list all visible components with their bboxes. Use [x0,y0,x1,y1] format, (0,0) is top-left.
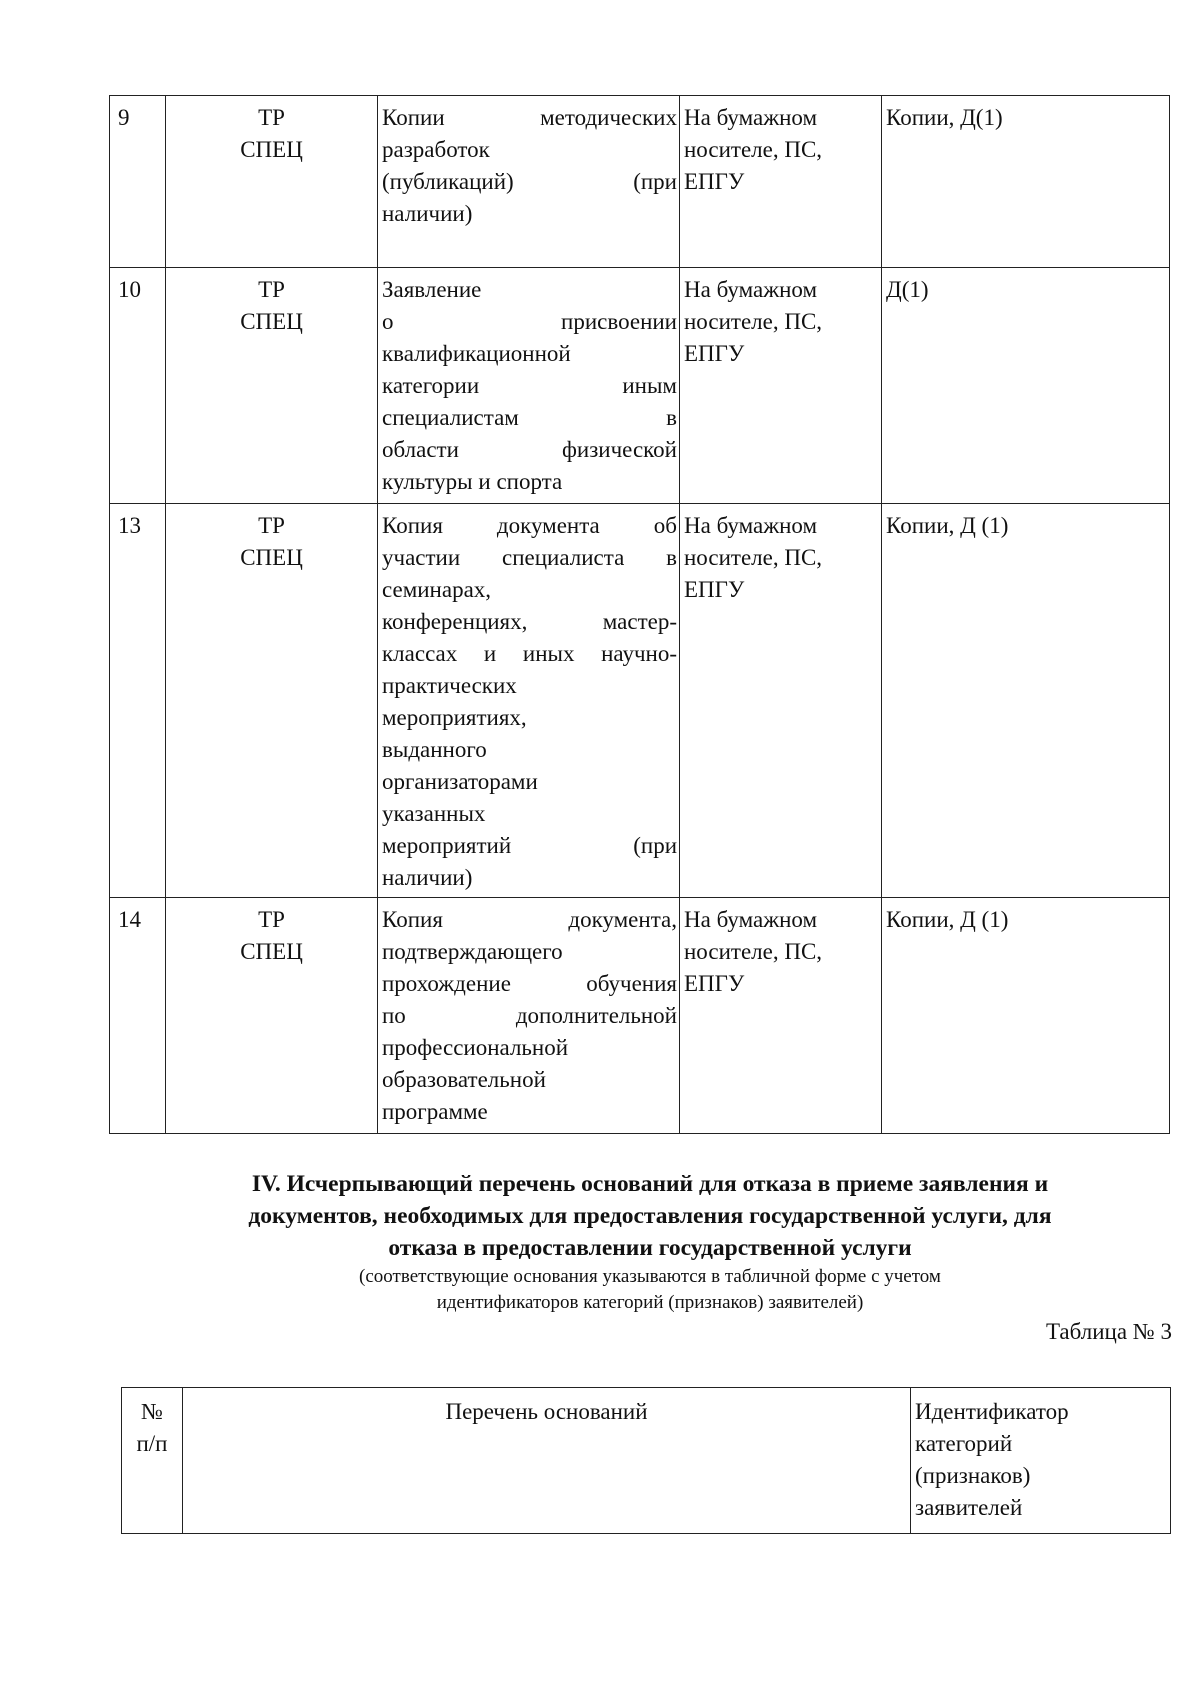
document-name-line: практических [382,673,517,698]
category-code: ТР [258,277,285,302]
submission-form-line: носителе, ПС, [684,545,823,570]
submission-form-line: носителе, ПС, [684,309,823,334]
submission-form-line: ЕПГУ [684,169,745,194]
submission-form-line: носителе, ПС, [684,939,823,964]
row-number: 14 [110,898,166,1134]
document-name-line: образовательной [382,1067,546,1092]
applicant-category-cell [166,504,378,898]
table-row [110,898,1170,1134]
category-code: СПЕЦ [240,309,303,334]
applicant-category-cell [166,268,378,504]
table-caption: Таблица № 3 [1045,1319,1172,1344]
document-name-line: классах и иных научно- [382,641,677,666]
category-code: СПЕЦ [240,939,303,964]
document-name-line: конференциях, мастер- [382,609,677,634]
section-note-line: идентификаторов категорий (признаков) заявителей) [436,1292,864,1313]
table-header-row [122,1388,1171,1534]
column-header-line: Идентификатор [915,1399,1069,1424]
document-name-cell [378,898,680,1134]
section-heading-line: IV. Исчерпывающий перечень оснований для отказа в приеме заявления и [251,1171,1049,1197]
category-code: ТР [258,105,285,130]
category-code: СПЕЦ [240,545,303,570]
requirement-cell: Д(1) [882,268,1170,504]
table-row [110,268,1170,504]
applicant-category-cell [166,96,378,268]
documents-table [109,95,1170,1134]
category-code: ТР [258,513,285,538]
document-name-line: наличии) [382,865,473,890]
document-name-line: квалификационной [382,341,571,366]
submission-form-line: На бумажном [684,907,818,932]
column-header-line: (признаков) [915,1463,1031,1488]
document-name-line: указанных [382,801,486,826]
submission-form-line: На бумажном [684,105,818,130]
requirement-cell: Копии, Д (1) [882,504,1170,898]
document-name-cell [378,504,680,898]
submission-form-line: На бумажном [684,513,818,538]
section-heading [120,1168,1180,1264]
submission-form-line: ЕПГУ [684,341,745,366]
submission-form-line: носителе, ПС, [684,137,823,162]
document-name-line: (публикаций) (при [382,169,677,194]
document-name-line: специалистам в [382,405,677,430]
table-row [110,504,1170,898]
document-name-line: прохождение обучения [382,971,677,996]
column-header-category-id [911,1388,1171,1534]
document-name-line: программе [382,1099,488,1124]
section-note [120,1264,1180,1316]
document-name-line: культуры и спорта [382,469,563,494]
refusal-grounds-table [121,1387,1171,1534]
column-header-reasons: Перечень оснований [183,1388,911,1534]
document-name-line: мероприятий (при [382,833,677,858]
document-name-line: Заявление [382,277,482,302]
document-name-cell [378,96,680,268]
submission-form-cell [680,898,882,1134]
submission-form-line: На бумажном [684,277,818,302]
document-name-line: по дополнительной [382,1003,677,1028]
category-code: ТР [258,907,285,932]
document-name-line: выданного [382,737,487,762]
document-name-line: семинарах, [382,577,492,602]
column-header-line: заявителей [915,1495,1023,1520]
column-header-line: № [141,1399,163,1424]
table-row [110,96,1170,268]
document-name-line: категории иным [382,373,677,398]
document-name-line: области физической [382,437,677,462]
submission-form-line: ЕПГУ [684,971,745,996]
document-name-line: Копии методических [382,105,677,130]
row-number: 10 [110,268,166,504]
document-name-line: мероприятиях, [382,705,527,730]
document-name-line: участии специалиста в [382,545,677,570]
document-name-line: организаторами [382,769,538,794]
submission-form-cell [680,268,882,504]
applicant-category-cell [166,898,378,1134]
document-name-line: о присвоении [382,309,677,334]
document-name-line: разработок [382,137,490,162]
row-number: 13 [110,504,166,898]
document-name-line: Копия документа об [382,513,677,538]
document-name-line: Копия документа, [382,907,677,932]
section-note-line: (соответствующие основания указываются в табличной форме с учетом [359,1266,941,1287]
column-header-line: категорий [915,1431,1013,1456]
document-name-line: профессиональной [382,1035,569,1060]
submission-form-cell [680,504,882,898]
column-header-number [122,1388,183,1534]
row-number: 9 [110,96,166,268]
section-heading-line: документов, необходимых для предоставления государственной услуги, для [248,1203,1052,1229]
document-name-line: наличии) [382,201,473,226]
requirement-cell: Копии, Д(1) [882,96,1170,268]
submission-form-line: ЕПГУ [684,577,745,602]
column-header-line: п/п [136,1431,168,1456]
document-name-line: подтверждающего [382,939,563,964]
submission-form-cell [680,96,882,268]
category-code: СПЕЦ [240,137,303,162]
section-heading-line: отказа в предоставлении государственной услуги [388,1235,912,1261]
requirement-cell: Копии, Д (1) [882,898,1170,1134]
document-name-cell [378,268,680,504]
